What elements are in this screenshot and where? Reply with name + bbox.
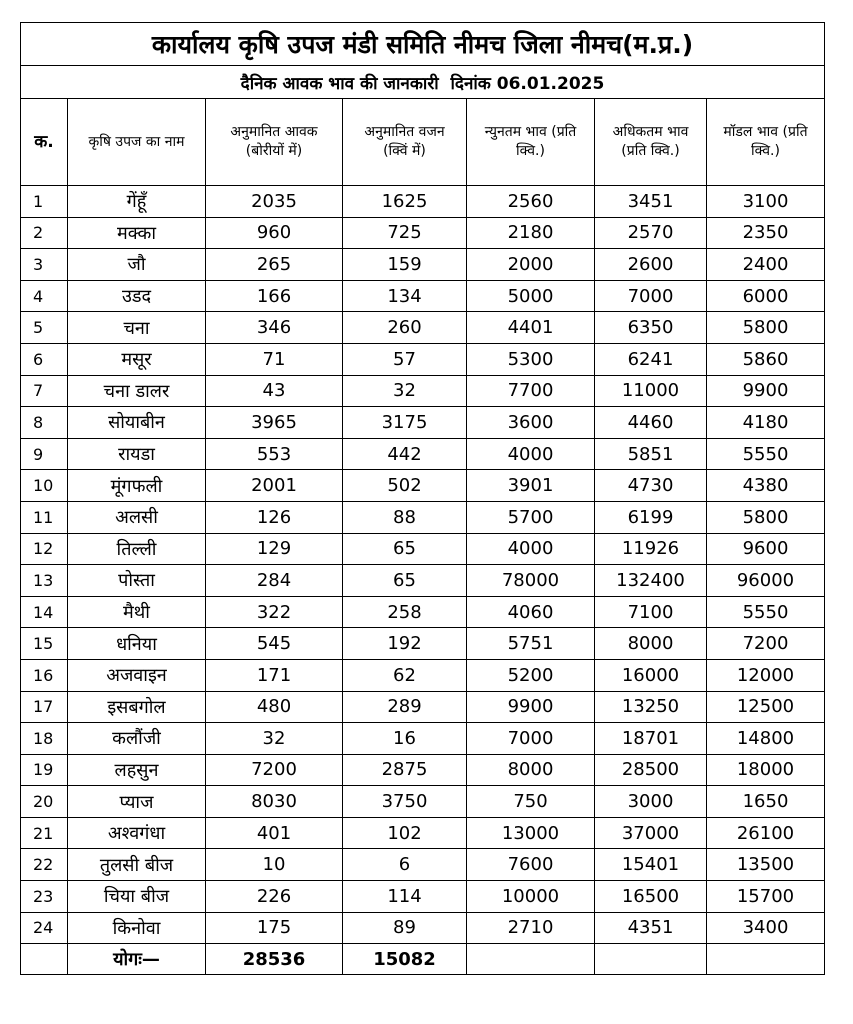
row-crop: अजवाइन [68, 659, 206, 691]
row-crop: मक्का [68, 217, 206, 249]
row-sr: 11 [21, 501, 68, 533]
row-bags: 401 [206, 817, 343, 849]
row-min-price: 9900 [467, 691, 595, 723]
row-sr: 9 [21, 438, 68, 470]
row-max-price: 5851 [595, 438, 707, 470]
table-row [21, 470, 825, 502]
row-bags: 553 [206, 438, 343, 470]
row-sr: 14 [21, 596, 68, 628]
row-sr: 1 [21, 186, 68, 218]
row-sr: 24 [21, 912, 68, 944]
header-min-price: न्युनतम भाव (प्रति क्वि.) [467, 99, 595, 186]
row-min-price: 3901 [467, 470, 595, 502]
row-crop: चना डालर [68, 375, 206, 407]
row-crop: इसबगोल [68, 691, 206, 723]
row-sr: 7 [21, 375, 68, 407]
mandi-price-table [20, 22, 825, 975]
row-sr: 6 [21, 343, 68, 375]
row-crop: मूंगफली [68, 470, 206, 502]
row-weight: 258 [343, 596, 467, 628]
row-max-price: 132400 [595, 565, 707, 597]
table-row [21, 343, 825, 375]
row-weight: 260 [343, 312, 467, 344]
row-min-price: 750 [467, 786, 595, 818]
row-max-price: 6199 [595, 501, 707, 533]
row-max-price: 15401 [595, 849, 707, 881]
row-min-price: 5200 [467, 659, 595, 691]
row-modal-price: 5800 [707, 312, 825, 344]
row-sr: 15 [21, 628, 68, 660]
total-weight: 15082 [343, 944, 467, 975]
table-row [21, 881, 825, 913]
row-modal-price: 14800 [707, 723, 825, 755]
row-crop: अलसी [68, 501, 206, 533]
table-row [21, 659, 825, 691]
row-bags: 171 [206, 659, 343, 691]
row-sr: 18 [21, 723, 68, 755]
header-sr: क. [21, 99, 68, 186]
row-max-price: 2570 [595, 217, 707, 249]
row-min-price: 4060 [467, 596, 595, 628]
row-modal-price: 3400 [707, 912, 825, 944]
table-row [21, 407, 825, 439]
row-weight: 57 [343, 343, 467, 375]
row-bags: 2035 [206, 186, 343, 218]
row-crop: कलौंजी [68, 723, 206, 755]
report-sheet [20, 22, 824, 975]
row-sr: 13 [21, 565, 68, 597]
row-crop: मसूर [68, 343, 206, 375]
row-crop: मैथी [68, 596, 206, 628]
page-title: कार्यालय कृषि उपज मंडी समिति नीमच जिला नीमच(म.प्र.) [21, 23, 825, 66]
row-bags: 8030 [206, 786, 343, 818]
row-min-price: 7700 [467, 375, 595, 407]
table-row [21, 565, 825, 597]
row-crop: गेंहूँ [68, 186, 206, 218]
row-weight: 289 [343, 691, 467, 723]
row-crop: धनिया [68, 628, 206, 660]
row-modal-price: 96000 [707, 565, 825, 597]
total-row [21, 944, 825, 975]
row-weight: 192 [343, 628, 467, 660]
row-bags: 284 [206, 565, 343, 597]
row-weight: 159 [343, 249, 467, 281]
row-modal-price: 9900 [707, 375, 825, 407]
row-sr: 8 [21, 407, 68, 439]
row-min-price: 2560 [467, 186, 595, 218]
row-weight: 1625 [343, 186, 467, 218]
row-weight: 88 [343, 501, 467, 533]
table-row [21, 817, 825, 849]
row-modal-price: 2400 [707, 249, 825, 281]
table-row [21, 691, 825, 723]
row-weight: 89 [343, 912, 467, 944]
table-row [21, 217, 825, 249]
header-weight: अनुमानित वजन (क्विं में) [343, 99, 467, 186]
header-arrival-bags: अनुमानित आवक (बोरीयों में) [206, 99, 343, 186]
row-bags: 2001 [206, 470, 343, 502]
row-modal-price: 26100 [707, 817, 825, 849]
row-weight: 114 [343, 881, 467, 913]
row-modal-price: 18000 [707, 754, 825, 786]
row-crop: जौ [68, 249, 206, 281]
row-weight: 3175 [343, 407, 467, 439]
row-bags: 43 [206, 375, 343, 407]
row-sr: 2 [21, 217, 68, 249]
row-sr: 3 [21, 249, 68, 281]
row-bags: 32 [206, 723, 343, 755]
row-sr: 12 [21, 533, 68, 565]
row-modal-price: 4380 [707, 470, 825, 502]
row-min-price: 3600 [467, 407, 595, 439]
row-min-price: 2000 [467, 249, 595, 281]
table-row [21, 501, 825, 533]
row-bags: 226 [206, 881, 343, 913]
table-body [21, 186, 825, 944]
table-row [21, 754, 825, 786]
row-min-price: 8000 [467, 754, 595, 786]
table-row [21, 312, 825, 344]
row-bags: 3965 [206, 407, 343, 439]
row-min-price: 4000 [467, 438, 595, 470]
row-modal-price: 7200 [707, 628, 825, 660]
row-max-price: 13250 [595, 691, 707, 723]
row-weight: 3750 [343, 786, 467, 818]
row-min-price: 7600 [467, 849, 595, 881]
row-modal-price: 15700 [707, 881, 825, 913]
table-row [21, 723, 825, 755]
row-weight: 502 [343, 470, 467, 502]
row-min-price: 78000 [467, 565, 595, 597]
total-label: योगः— [68, 944, 206, 975]
row-weight: 16 [343, 723, 467, 755]
row-weight: 32 [343, 375, 467, 407]
row-crop: सोयाबीन [68, 407, 206, 439]
row-bags: 545 [206, 628, 343, 660]
row-crop: प्याज [68, 786, 206, 818]
row-sr: 4 [21, 280, 68, 312]
table-row [21, 628, 825, 660]
row-max-price: 28500 [595, 754, 707, 786]
row-crop: रायडा [68, 438, 206, 470]
row-bags: 265 [206, 249, 343, 281]
row-max-price: 16000 [595, 659, 707, 691]
row-crop: तिल्ली [68, 533, 206, 565]
row-modal-price: 6000 [707, 280, 825, 312]
row-weight: 6 [343, 849, 467, 881]
row-bags: 129 [206, 533, 343, 565]
row-min-price: 2710 [467, 912, 595, 944]
table-row [21, 533, 825, 565]
row-crop: चना [68, 312, 206, 344]
total-empty-cell [21, 944, 68, 975]
row-min-price: 7000 [467, 723, 595, 755]
row-bags: 480 [206, 691, 343, 723]
header-max-price: अधिकतम भाव (प्रति क्वि.) [595, 99, 707, 186]
table-row [21, 186, 825, 218]
row-min-price: 2180 [467, 217, 595, 249]
row-bags: 322 [206, 596, 343, 628]
row-max-price: 6241 [595, 343, 707, 375]
row-weight: 65 [343, 565, 467, 597]
total-bags: 28536 [206, 944, 343, 975]
row-crop: चिया बीज [68, 881, 206, 913]
row-weight: 725 [343, 217, 467, 249]
row-modal-price: 5800 [707, 501, 825, 533]
row-sr: 19 [21, 754, 68, 786]
row-bags: 960 [206, 217, 343, 249]
row-modal-price: 5860 [707, 343, 825, 375]
table-row [21, 596, 825, 628]
row-sr: 22 [21, 849, 68, 881]
table-row [21, 849, 825, 881]
row-max-price: 4351 [595, 912, 707, 944]
row-bags: 71 [206, 343, 343, 375]
row-bags: 7200 [206, 754, 343, 786]
row-sr: 23 [21, 881, 68, 913]
row-min-price: 4000 [467, 533, 595, 565]
row-max-price: 7100 [595, 596, 707, 628]
row-max-price: 4460 [595, 407, 707, 439]
row-modal-price: 3100 [707, 186, 825, 218]
row-bags: 10 [206, 849, 343, 881]
row-sr: 16 [21, 659, 68, 691]
row-modal-price: 1650 [707, 786, 825, 818]
row-modal-price: 5550 [707, 438, 825, 470]
row-min-price: 4401 [467, 312, 595, 344]
row-min-price: 5300 [467, 343, 595, 375]
row-min-price: 5700 [467, 501, 595, 533]
row-sr: 10 [21, 470, 68, 502]
table-row [21, 375, 825, 407]
row-crop: लहसुन [68, 754, 206, 786]
report-subtitle: दैनिक आवक भाव की जानकारी दिनांक 06.01.2025 [21, 66, 825, 99]
row-crop: किनोवा [68, 912, 206, 944]
row-crop: पोस्ता [68, 565, 206, 597]
header-crop: कृषि उपज का नाम [68, 99, 206, 186]
row-bags: 126 [206, 501, 343, 533]
table-row [21, 912, 825, 944]
row-max-price: 3451 [595, 186, 707, 218]
row-weight: 442 [343, 438, 467, 470]
row-modal-price: 5550 [707, 596, 825, 628]
row-weight: 102 [343, 817, 467, 849]
row-bags: 346 [206, 312, 343, 344]
row-bags: 166 [206, 280, 343, 312]
row-crop: तुलसी बीज [68, 849, 206, 881]
row-modal-price: 2350 [707, 217, 825, 249]
row-weight: 62 [343, 659, 467, 691]
row-modal-price: 12000 [707, 659, 825, 691]
row-sr: 21 [21, 817, 68, 849]
row-modal-price: 9600 [707, 533, 825, 565]
row-sr: 17 [21, 691, 68, 723]
row-max-price: 8000 [595, 628, 707, 660]
row-modal-price: 12500 [707, 691, 825, 723]
row-sr: 5 [21, 312, 68, 344]
row-crop: अश्वगंधा [68, 817, 206, 849]
header-modal-price: मॉडल भाव (प्रति क्वि.) [707, 99, 825, 186]
row-bags: 175 [206, 912, 343, 944]
row-min-price: 13000 [467, 817, 595, 849]
row-max-price: 3000 [595, 786, 707, 818]
row-max-price: 11926 [595, 533, 707, 565]
row-max-price: 7000 [595, 280, 707, 312]
row-max-price: 11000 [595, 375, 707, 407]
row-sr: 20 [21, 786, 68, 818]
total-empty-cell [595, 944, 707, 975]
total-empty-cell [707, 944, 825, 975]
row-max-price: 16500 [595, 881, 707, 913]
table-row [21, 249, 825, 281]
table-row [21, 786, 825, 818]
row-min-price: 10000 [467, 881, 595, 913]
row-max-price: 4730 [595, 470, 707, 502]
row-max-price: 6350 [595, 312, 707, 344]
row-weight: 65 [343, 533, 467, 565]
table-row [21, 280, 825, 312]
row-min-price: 5000 [467, 280, 595, 312]
row-modal-price: 4180 [707, 407, 825, 439]
total-empty-cell [467, 944, 595, 975]
row-modal-price: 13500 [707, 849, 825, 881]
row-weight: 2875 [343, 754, 467, 786]
table-row [21, 438, 825, 470]
row-weight: 134 [343, 280, 467, 312]
row-max-price: 2600 [595, 249, 707, 281]
row-crop: उडद [68, 280, 206, 312]
row-max-price: 18701 [595, 723, 707, 755]
row-min-price: 5751 [467, 628, 595, 660]
row-max-price: 37000 [595, 817, 707, 849]
